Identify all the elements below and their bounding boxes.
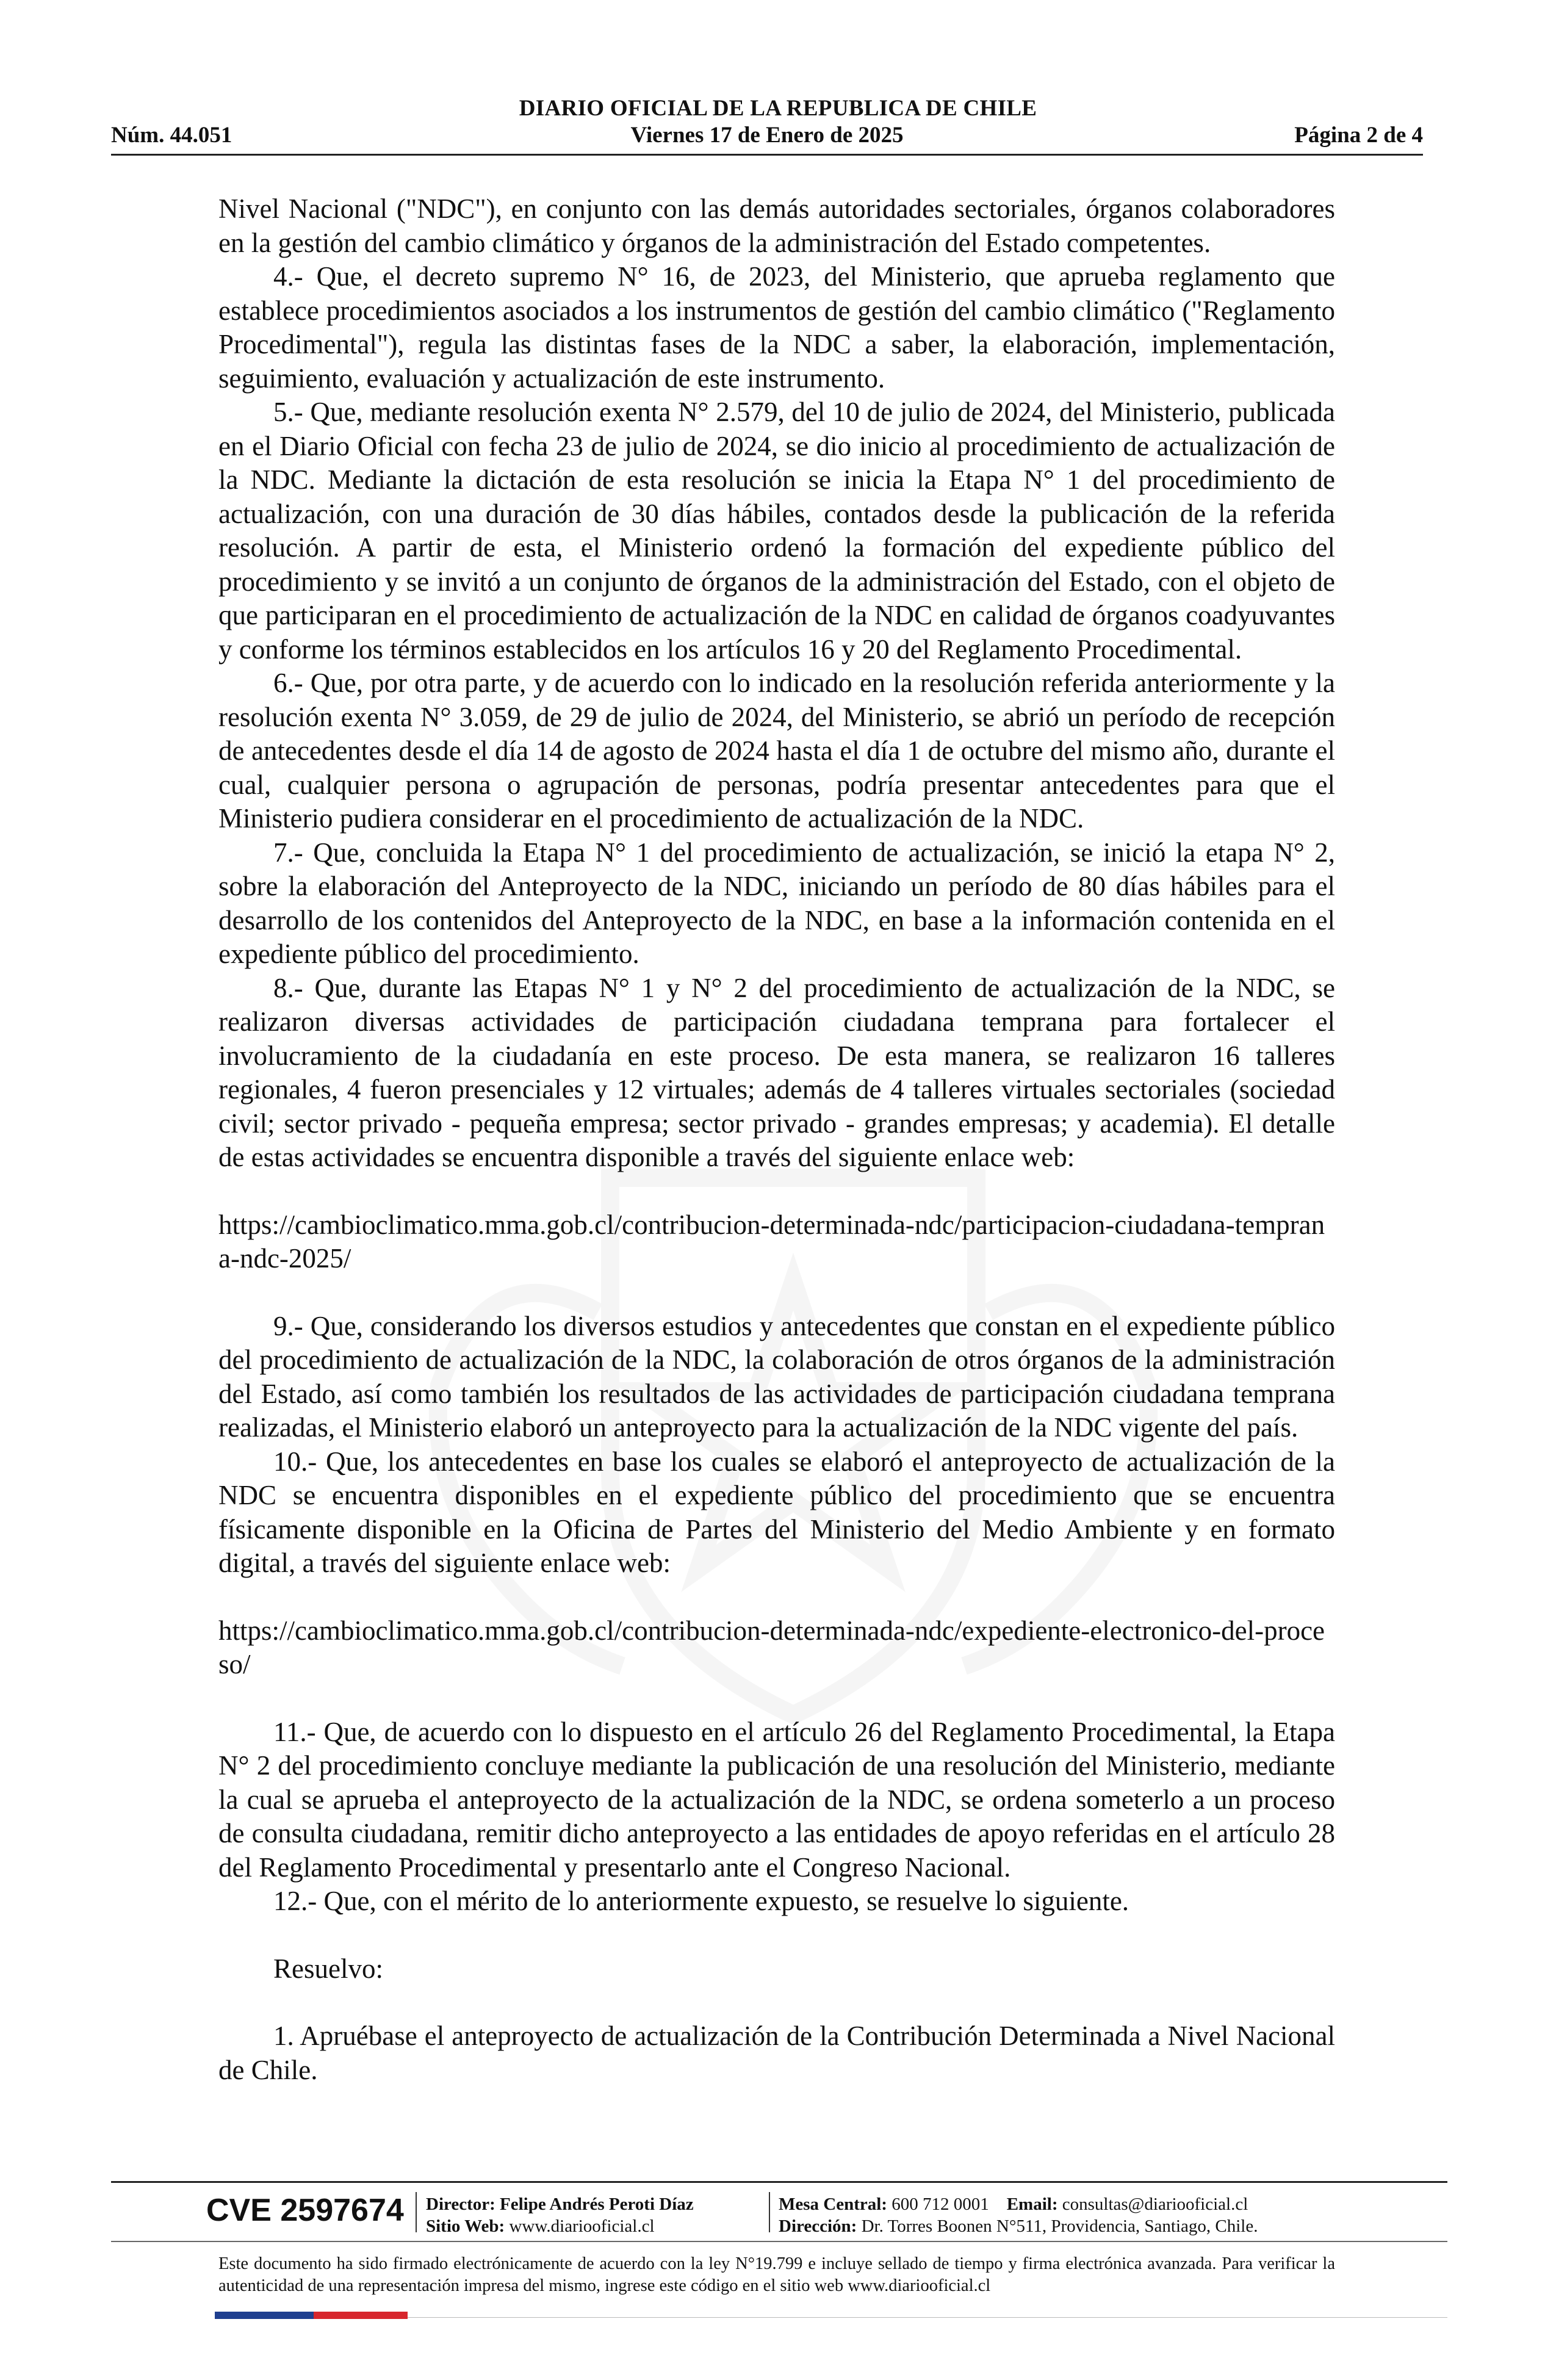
cve-code: CVE 2597674	[206, 2193, 404, 2228]
footer-contact-block	[779, 2193, 1258, 2237]
paragraph-7: 7.- Que, concluida la Etapa N° 1 del procedimiento de actualización, se inició la etapa N° 2, sobre la elaboración del Anteproyecto de la NDC, iniciando un período de 80 días hábiles para el desarrollo de los contenidos del Anteproyecto de la NDC, en base a la información contenida en el expediente público del procedimiento.	[218, 837, 1335, 969]
paragraph-intro: Nivel Nacional ("NDC"), en conjunto con las demás autoridades sectoriales, órganos colaboradores en la gestión del cambio climático y órganos de la administración del Estado competentes.	[218, 193, 1335, 258]
resolution-item-1: 1. Apruébase el anteproyecto de actualización de la Contribución Determinada a Nivel Nacional de Chile.	[218, 2021, 1335, 2085]
director-label: Director:	[426, 2194, 495, 2214]
footer-director-block	[426, 2193, 694, 2237]
issue-number: Núm. 44.051	[111, 123, 232, 148]
address-label: Dirección:	[779, 2216, 857, 2236]
website-label: Sitio Web:	[426, 2216, 505, 2236]
header-divider	[111, 154, 1423, 156]
footer-separator	[769, 2192, 770, 2232]
email-label: Email:	[1006, 2194, 1058, 2214]
flag-blue-segment	[215, 2312, 314, 2319]
paragraph-9: 9.- Que, considerando los diversos estudios y antecedentes que constan en el expediente público del procedimiento de actualización de la NDC, la colaboración de otros órganos de la administración del Estado, así como también los resultados de las actividades de participación ciudadana temprana realizadas, el Ministerio elaboró un anteproyecto para la actualización de la NDC vigente del país.	[218, 1310, 1335, 1443]
paragraph-4: 4.- Que, el decreto supremo N° 16, de 2023, del Ministerio, que aprueba reglamento que establece procedimientos asociados a los instrumentos de gestión del cambio climático ("Reglamento Procedimental"), regula las distintas fases de la NDC a saber, la elaboración, implementación, seguimiento, evaluación y actualización de este instrumento.	[218, 261, 1335, 394]
document-body	[218, 192, 1335, 2087]
footer-bottom-line	[408, 2317, 1447, 2318]
website-link[interactable]: www.diariooficial.cl	[509, 2216, 655, 2236]
address: Dr. Torres Boonen N°511, Providencia, Santiago, Chile.	[861, 2216, 1258, 2236]
paragraph-11: 11.- Que, de acuerdo con lo dispuesto en el artículo 26 del Reglamento Procedimental, la Etapa N° 2 del procedimiento concluye mediante la publicación de una resolución del Ministerio, mediante la cual se aprueba el anteproyecto de la actualización de la NDC, se ordena someterlo a un proceso de consulta ciudadana, remitir dicho anteproyecto a las entidades de apoyo referidas en el artículo 28 del Reglamento Procedimental y presentarlo ante el Congreso Nacional.	[218, 1716, 1335, 1883]
header-row	[111, 122, 1423, 149]
flag-stripe	[215, 2312, 408, 2319]
paragraph-12: 12.- Que, con el mérito de lo anteriormente expuesto, se resuelve lo siguiente.	[273, 1886, 1129, 1916]
resuelvo-heading: Resuelvo:	[273, 1953, 383, 1984]
footer-separator	[416, 2192, 417, 2232]
footer-divider-2	[111, 2241, 1447, 2242]
participation-link[interactable]: https://cambioclimatico.mma.gob.cl/contribucion-determinada-ndc/participacion-ciudadana-temprana-ndc-2025/	[218, 1209, 1325, 1274]
phone-number: 600 712 0001	[891, 2194, 989, 2214]
paragraph-10: 10.- Que, los antecedentes en base los cuales se elaboró el anteproyecto de actualización de la NDC se encuentra disponibles en el expediente público del procedimiento que se encuentra físicamente disponible en la Oficina de Partes del Ministerio del Medio Ambiente y en formato digital, a través del siguiente enlace web:	[218, 1446, 1335, 1578]
flag-red-segment	[314, 2312, 408, 2319]
expediente-link[interactable]: https://cambioclimatico.mma.gob.cl/contribucion-determinada-ndc/expediente-electronico-del-proceso/	[218, 1615, 1325, 1679]
issue-date: Viernes 17 de Enero de 2025	[630, 123, 904, 148]
director-name: Felipe Andrés Peroti Díaz	[500, 2194, 694, 2214]
paragraph-5: 5.- Que, mediante resolución exenta N° 2.579, del 10 de julio de 2024, del Ministerio, publicada en el Diario Oficial con fecha 23 de julio de 2024, se dio inicio al procedimiento de actualización de la NDC. Mediante la dictación de esta resolución se inicia la Etapa N° 1 del procedimiento de actualización, con una duración de 30 días hábiles, contados desde la publicación de la referida resolución. A partir de esta, el Ministerio ordenó la formación del expediente público del procedimiento y se invitó a un conjunto de órganos de la administración del Estado, con el objeto de que participaran en el procedimiento de actualización de la NDC en calidad de órganos coadyuvantes y conforme los términos establecidos en los artículos 16 y 20 del Reglamento Procedimental.	[218, 397, 1335, 665]
page-number: Página 2 de 4	[1294, 123, 1423, 148]
newspaper-title: DIARIO OFICIAL DE LA REPUBLICA DE CHILE	[519, 96, 1037, 121]
email-link[interactable]: consultas@diariooficial.cl	[1062, 2194, 1248, 2214]
phone-label: Mesa Central:	[779, 2194, 887, 2214]
legal-notice: Este documento ha sido firmado electrónicamente de acuerdo con la ley N°19.799 e incluye sellado de tiempo y firma electrónica avanzada. Para verificar la autenticidad de una representación impresa del mismo, ingrese este código en el sitio web www.diariooficial.cl	[218, 2254, 1335, 2295]
paragraph-6: 6.- Que, por otra parte, y de acuerdo con lo indicado en la resolución referida anteriormente y la resolución exenta N° 3.059, de 29 de julio de 2024, del Ministerio, se abrió un período de recepción de antecedentes desde el día 14 de agosto de 2024 hasta el día 1 de octubre del mismo año, durante el cual, cualquier persona o agrupación de personas, podría presentar antecedentes para que el Ministerio pudiera considerar en el procedimiento de actualización de la NDC.	[218, 668, 1335, 834]
footer-divider	[111, 2181, 1447, 2183]
paragraph-8: 8.- Que, durante las Etapas N° 1 y N° 2 del procedimiento de actualización de la NDC, se realizaron diversas actividades de participación ciudadana temprana para fortalecer el involucramiento de la ciudadanía en este proceso. De esta manera, se realizaron 16 talleres regionales, 4 fueron presenciales y 12 virtuales; además de 4 talleres virtuales sectoriales (sociedad civil; sector privado - pequeña empresa; sector privado - grandes empresas; y academia). El detalle de estas actividades se encuentra disponible a través del siguiente enlace web:	[218, 972, 1335, 1172]
